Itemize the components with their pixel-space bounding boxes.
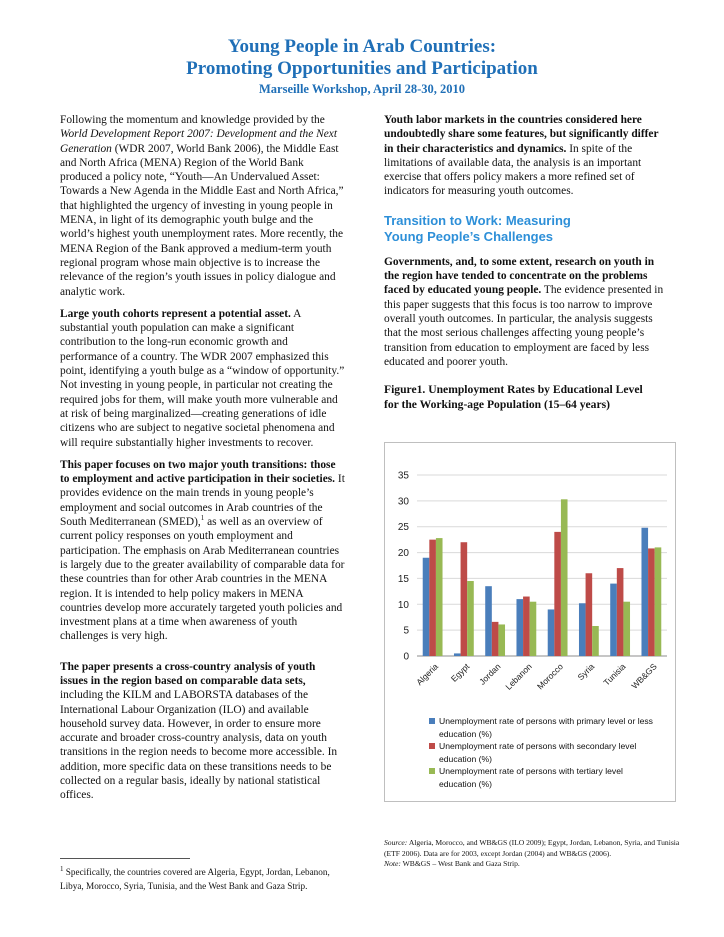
y-tick-label: 35 bbox=[397, 470, 409, 482]
legend-item-tertiary: Unemployment rate of persons with tertiary level education (%) bbox=[429, 765, 669, 790]
paragraph-two-transitions: This paper focuses on two major youth transitions: those to employment and active participation in their societies. It provides evidence on the main trends in young people’s employment and social outcomes in Arab countries of the South Mediterranean (SMED),$^1$ as well as an overview of current policy responses on youth employment and participation. The emphasis on Arab Mediterranean countries is largely due to the greater availability of comparable data for these countries than for other Arab countries in the MENA region. It is intended to help policy makers in MENA countries develop more accurately targeted youth policies and investment plans at a time when awareness of youth challenges is very high. bbox=[60, 458, 345, 643]
chart-container bbox=[384, 442, 676, 802]
bar bbox=[623, 602, 630, 656]
paragraph-intro: Following the momentum and knowledge provided by the World Development Report 2007: Development and the Next Generation (WDR 2007, World Bank 2006), the Middle East and North Africa (MENA) Region of the World Bank produced a policy note, “Youth—An Undervalued Asset: Towards a New Agenda in the Middle East and North Africa,” that highlighted the urgency of investing in young people in MENA, in light of its demographic youth bulge and the world’s highest youth unemployment rates. More recently, the MENA Region of the Bank approved a medium-term youth regional program whose main objective is to increase the relevance of the region’s youth issues in policy dialogue and analytic work. bbox=[60, 114, 344, 298]
paragraph-governments: Governments, and, to some extent, research on youth in the region have tended to concentrate on the problems faced by educated young people. The evidence presented in this paper suggests that this focus is too narrow to improve overall youth outcomes. In particular, the analysis suggests that the most serious challenges affecting young people’s transition from education to employment are faced by less educated and poorer youth. bbox=[384, 255, 664, 368]
bar bbox=[530, 602, 537, 656]
footnote: $^1$ Specifically, the countries covered are Algeria, Egypt, Jordan, Lebanon, Libya, Morocco, Syria, Tunisia, and the West Bank and Gaza Strip. bbox=[60, 864, 330, 891]
legend-swatch-secondary bbox=[429, 743, 435, 749]
legend-swatch-tertiary bbox=[429, 768, 435, 774]
unemployment-bar-chart bbox=[385, 443, 675, 713]
bar bbox=[423, 558, 430, 656]
bar bbox=[592, 626, 599, 656]
bar bbox=[429, 540, 436, 656]
x-tick-label: Morocco bbox=[534, 661, 566, 692]
legend-item-secondary: Unemployment rate of persons with secondary level education (%) bbox=[429, 740, 669, 765]
bar bbox=[498, 624, 505, 656]
page-title-line2: Promoting Opportunities and Participation bbox=[186, 58, 538, 79]
x-tick-label: Egypt bbox=[448, 661, 472, 684]
x-tick-label: WB&GS bbox=[629, 661, 659, 691]
bar bbox=[655, 547, 662, 656]
right-column bbox=[384, 113, 669, 412]
footnote-ref[interactable]: 1 bbox=[200, 514, 205, 523]
bar bbox=[436, 538, 443, 656]
page-title-line1: Young People in Arab Countries: bbox=[227, 36, 497, 57]
paragraph-labor-markets: Youth labor markets in the countries considered here undoubtedly share some features, but significantly differ in their characteristics and dynamics. In spite of the limitations of available data, the analysis is an important exercise that offers policy makers a more refined set of indicators for measuring youth outcomes. bbox=[384, 114, 659, 198]
bar bbox=[523, 597, 530, 656]
bar bbox=[516, 599, 523, 656]
legend-item-primary: Unemployment rate of persons with primary level or less education (%) bbox=[429, 715, 669, 740]
x-tick-label: Jordan bbox=[477, 661, 503, 687]
y-tick-label: 25 bbox=[397, 522, 409, 534]
paragraph-youth-cohorts: Large youth cohorts represent a potential asset. A substantial youth population can make a significant contribution to the long-run economic growth and performance of a country. The WDR 2007 emphasized this point, identifying a youth bulge as a “window of opportunity.” Not investing in young people, in particular not creating the required jobs for them, will make youth more vulnerable and at risk of being marginalized—creating generations of idle citizens who are subject to negative societal phenomena and will require substantially higher investments to recover. bbox=[60, 307, 345, 449]
legend-swatch-primary bbox=[429, 718, 435, 724]
x-tick-label: Tunisia bbox=[601, 661, 628, 688]
y-tick-label: 20 bbox=[397, 548, 409, 560]
figure-source-note: Source: Algeria, Morocco, and WB&GS (ILO 2009); Egypt, Jordan, Lebanon, Syria, and Tunisia (ETF 2006). Data are for 2003, except Jordan (2004) and WB&GS (2006). Note: WB&GS – West Bank and Gaza Strip. bbox=[384, 838, 680, 868]
y-tick-label: 0 bbox=[403, 651, 409, 663]
bar bbox=[648, 548, 655, 656]
bar bbox=[467, 581, 474, 656]
paragraph-cross-country: The paper presents a cross-country analysis of youth issues in the region based on comparable data sets, including the KILM and LABORSTA databases of the International Labour Organization (ILO) and available household survey data. However, in order to ensure more accurate and broader cross-country analysis, data on youth transitions in the region needs to become more accessible. In addition, more specific data on these transitions needs to be collected on a regular basis, ideally by national statistical offices. bbox=[60, 660, 338, 802]
y-tick-label: 15 bbox=[397, 573, 409, 585]
section-heading: Transition to Work: Measuring Young People’s Challenges bbox=[384, 212, 571, 244]
left-column bbox=[60, 113, 345, 811]
y-tick-label: 30 bbox=[397, 496, 409, 508]
x-tick-label: Lebanon bbox=[503, 661, 534, 692]
footnote-divider bbox=[60, 858, 190, 859]
x-tick-label: Algeria bbox=[414, 661, 441, 688]
bar bbox=[586, 573, 593, 656]
chart-legend bbox=[429, 715, 669, 790]
y-tick-label: 5 bbox=[403, 625, 409, 637]
figure-caption: Figure1. Unemployment Rates by Educational Level for the Working-age Population (15–64 years) bbox=[384, 383, 643, 411]
bar bbox=[454, 653, 461, 656]
workshop-subtitle: Marseille Workshop, April 28-30, 2010 bbox=[258, 82, 466, 96]
bar bbox=[554, 532, 561, 656]
bar bbox=[610, 584, 617, 656]
bar bbox=[617, 568, 624, 656]
bar bbox=[461, 542, 468, 656]
y-tick-label: 10 bbox=[397, 599, 409, 611]
bar bbox=[561, 499, 568, 656]
bar bbox=[485, 586, 492, 656]
bar bbox=[548, 609, 555, 656]
bar bbox=[579, 603, 586, 656]
bar bbox=[641, 528, 648, 656]
x-tick-label: Syria bbox=[575, 661, 597, 683]
bar bbox=[492, 622, 499, 656]
